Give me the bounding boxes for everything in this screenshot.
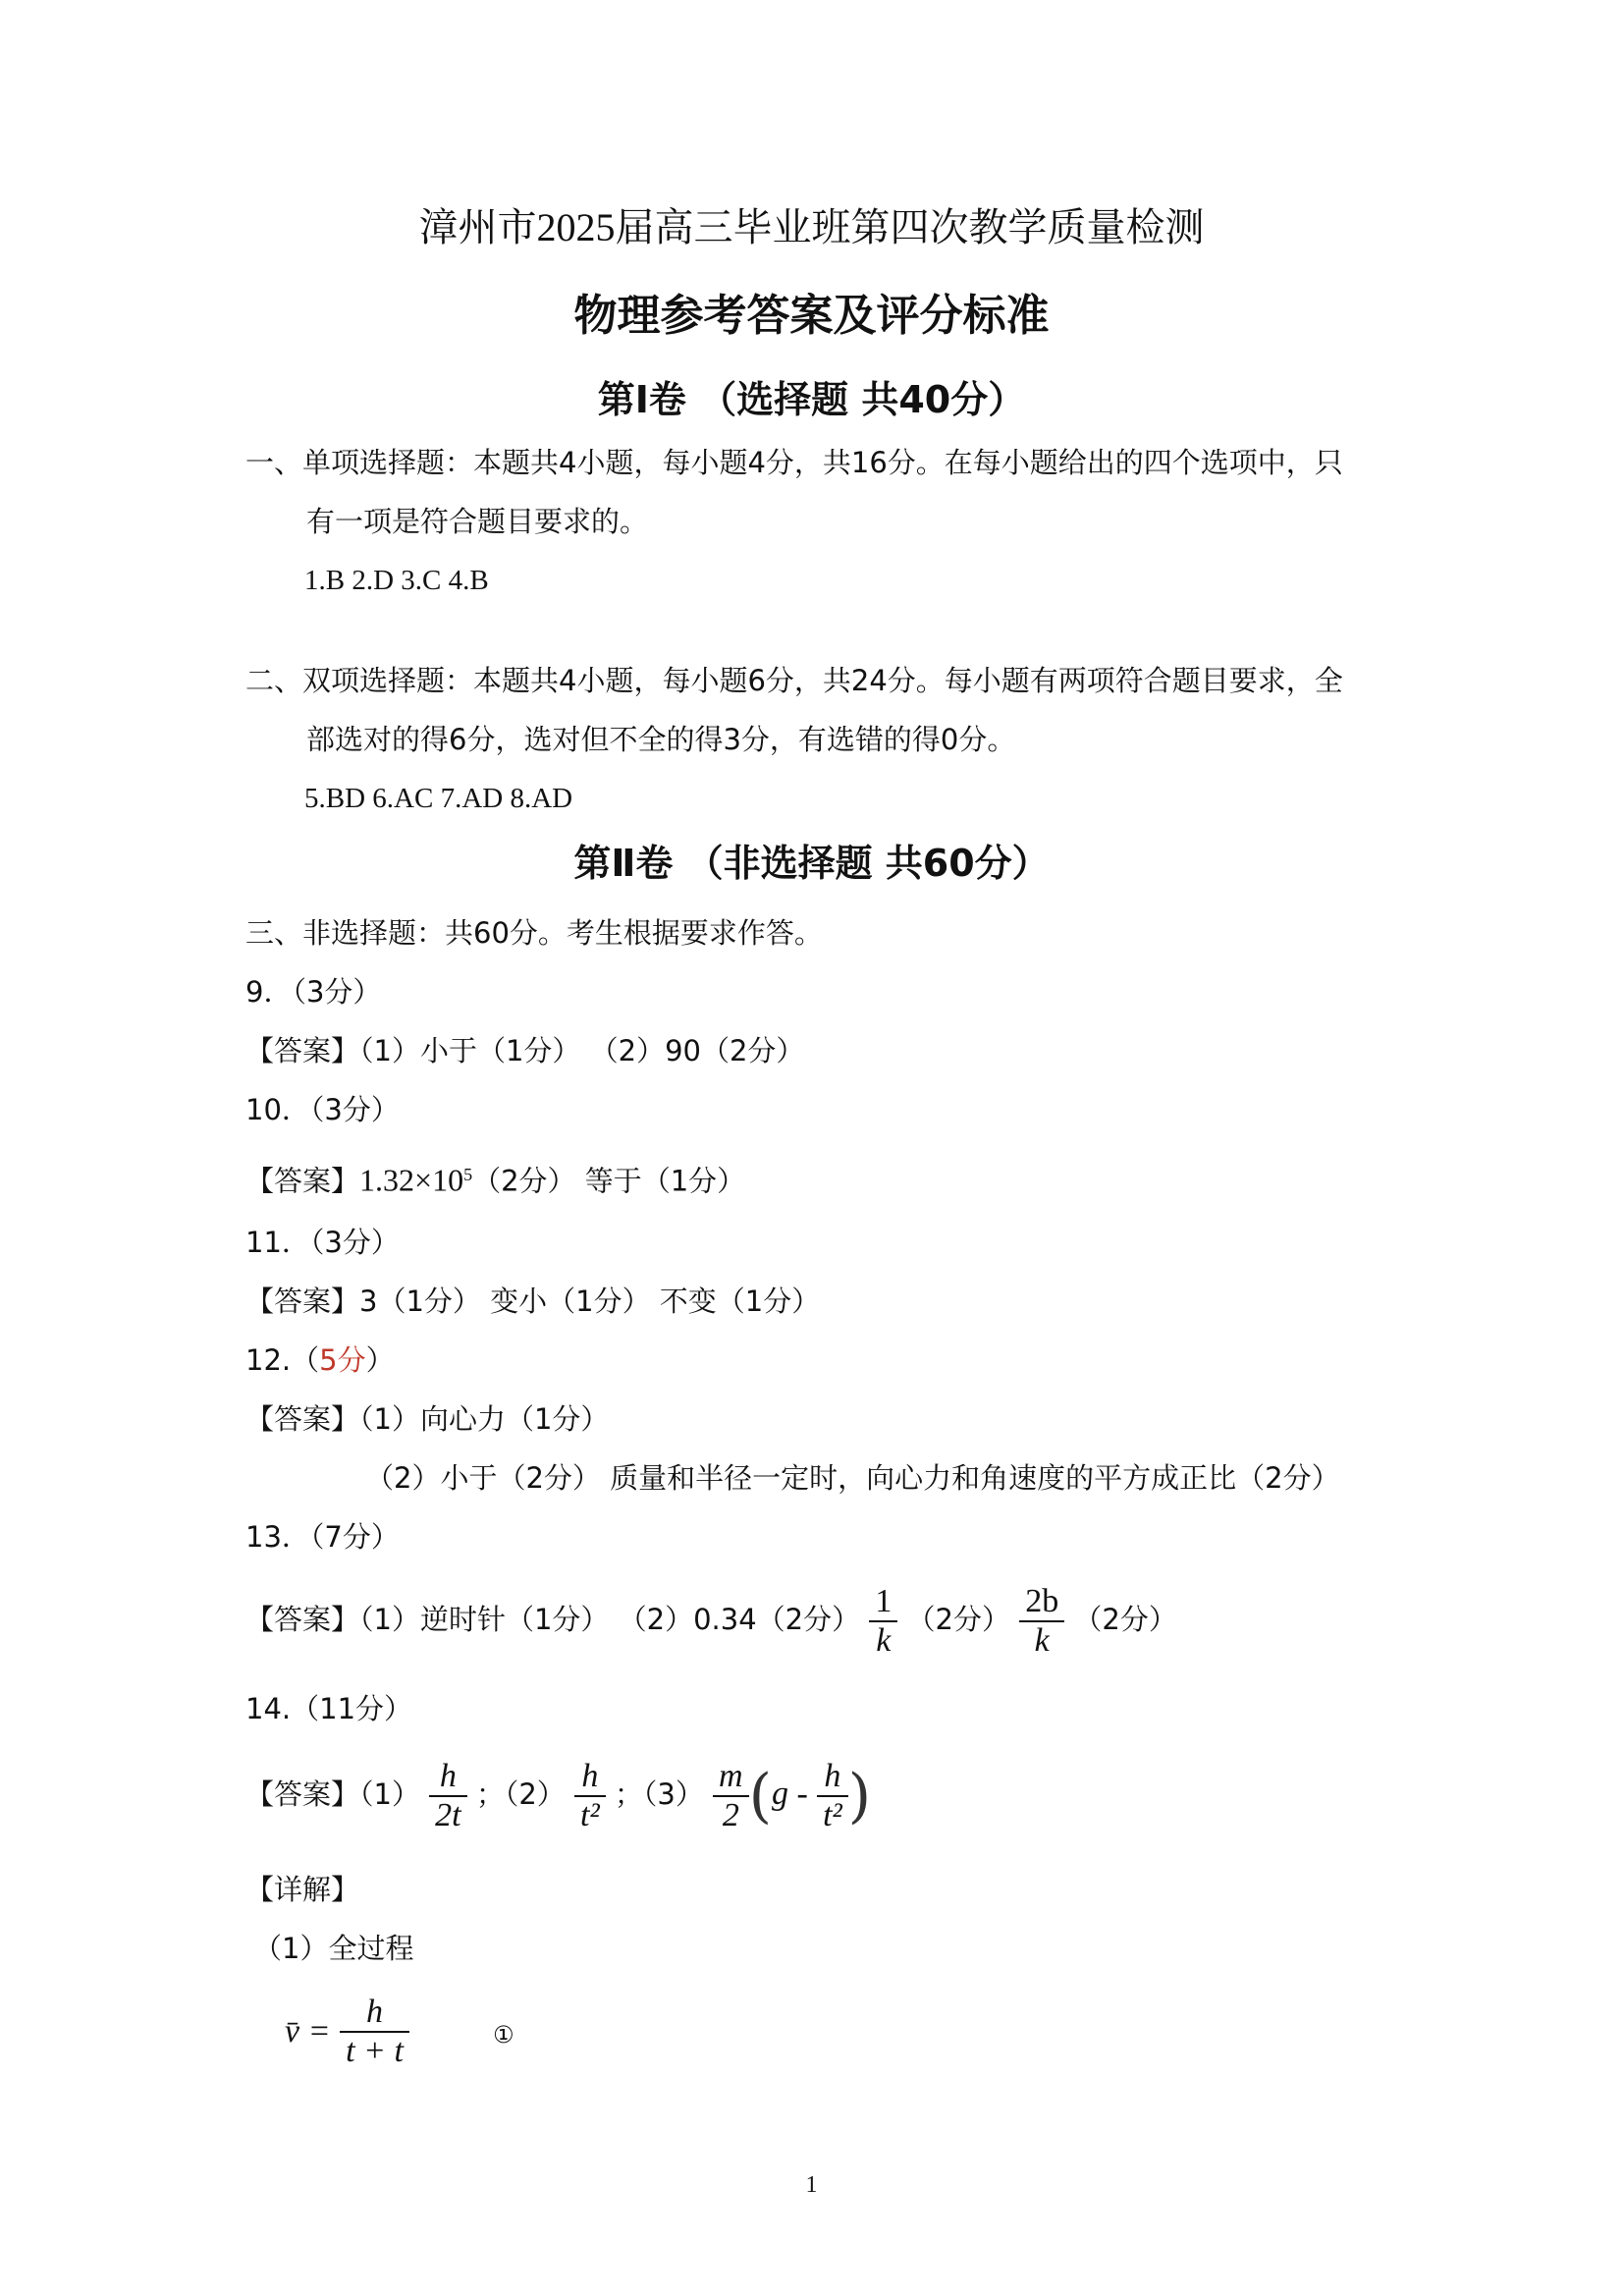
q13-fraction-1 <box>869 1583 897 1660</box>
section2-description-line1: 二、双项选择题：本题共4小题，每小题6分，共24分。每小题有两项符合题目要求，全 <box>245 664 1343 697</box>
q14-fraction-3-denominator: 2 <box>713 1795 749 1834</box>
q14-fraction-4 <box>817 1758 848 1834</box>
q14-fraction-2 <box>574 1758 606 1834</box>
section2-description-line2: 部选对的得6分，选对但不全的得3分，有选错的得0分。 <box>306 723 1016 756</box>
equation-1-marker: ① <box>493 2021 514 2049</box>
q14-right-paren: ) <box>847 1762 872 1831</box>
q14-fraction-3 <box>713 1758 749 1834</box>
equation-1-fraction <box>340 1994 409 2070</box>
q12-answer-line2: （2）小于（2分） 质量和半径一定时，向心力和角速度的平方成正比（2分） <box>365 1461 1340 1495</box>
section2-answers: 5.BD 6.AC 7.AD 8.AD <box>304 783 573 814</box>
q9-answer: 【答案】（1）小于（1分） （2）90（2分） <box>245 1034 805 1067</box>
section1-description-line1: 一、单项选择题：本题共4小题，每小题4分，共16分。在每小题给出的四个选项中，只 <box>245 446 1343 479</box>
part1-heading: 第Ⅰ卷 （选择题 共40分） <box>597 378 1026 421</box>
q12-title-prefix: 12.（ <box>245 1343 320 1377</box>
detail-subheading: （1）全过程 <box>253 1932 414 1965</box>
q14-title: 14.（11分） <box>245 1692 413 1725</box>
q14-fraction-2-numerator: h <box>581 1758 599 1794</box>
document-subtitle: 物理参考答案及评分标准 <box>573 291 1050 341</box>
q12-title <box>245 1340 395 1380</box>
q14-left-paren: ( <box>748 1762 773 1831</box>
q13-fraction-1-numerator: 1 <box>875 1583 893 1619</box>
q14-fraction-4-numerator: h <box>824 1758 841 1794</box>
q14-fraction-3-numerator: m <box>719 1758 743 1794</box>
q10-exponent: 5 <box>463 1165 473 1184</box>
detail-label: 【详解】 <box>245 1873 360 1906</box>
q14-fraction-1 <box>429 1758 466 1834</box>
q10-answer-rest: （2分） 等于（1分） <box>472 1164 746 1198</box>
q10-title: 10．（3分） <box>245 1093 400 1126</box>
q12-title-score: 5分 <box>319 1343 366 1377</box>
q11-answer: 【答案】3（1分） 变小（1分） 不变（1分） <box>245 1285 821 1318</box>
q13-answer-end: （2分） <box>1073 1603 1177 1636</box>
q14-answer <box>245 1758 871 1834</box>
q14-fraction-1-numerator: h <box>439 1758 457 1794</box>
document-title: 漳州市2025届高三毕业班第四次教学质量检测 <box>418 205 1205 249</box>
q14-fraction-1-denominator: 2t <box>429 1795 466 1834</box>
q13-title: 13．（7分） <box>245 1520 400 1554</box>
page-number: 1 <box>805 2172 818 2198</box>
equation-1-lhs: v̄ = <box>285 2013 331 2050</box>
section1-description-line2: 有一项是符合题目要求的。 <box>306 505 649 538</box>
q13-answer-mid: （2分） <box>906 1603 1010 1636</box>
q14-fraction-4-denominator: t² <box>817 1795 848 1834</box>
q11-title: 11．（3分） <box>245 1226 400 1259</box>
q14-fraction-2-denominator: t² <box>574 1795 606 1834</box>
q13-fraction-2-numerator: 2b <box>1025 1583 1059 1619</box>
q9-title: 9．（3分） <box>245 975 382 1009</box>
q14-g-term: g - <box>772 1776 808 1812</box>
section3-intro: 三、非选择题：共60分。考生根据要求作答。 <box>245 916 823 950</box>
q14-separator-1: ；（2） <box>475 1777 566 1811</box>
part2-heading: 第Ⅱ卷 （非选择题 共60分） <box>573 842 1050 885</box>
q13-fraction-2-denominator: k <box>1019 1620 1064 1660</box>
q10-answer-prefix: 【答案】 <box>245 1164 360 1198</box>
q14-answer-prefix: 【答案】（1） <box>245 1777 420 1811</box>
q13-answer <box>245 1583 1177 1660</box>
equation-1-denominator: t + t <box>340 2031 409 2070</box>
q13-fraction-1-denominator: k <box>869 1620 897 1660</box>
q12-title-suffix: ） <box>365 1343 395 1377</box>
equation-1-numerator: h <box>366 1994 384 2030</box>
q12-answer-line1: 【答案】（1）向心力（1分） <box>245 1402 610 1436</box>
q10-value: 1.32×10 <box>359 1162 464 1198</box>
equation-1 <box>285 1994 409 2070</box>
q13-answer-prefix: 【答案】（1）逆时针（1分） （2）0.34（2分） <box>245 1603 861 1636</box>
q13-fraction-2 <box>1019 1583 1064 1660</box>
q14-separator-2: ；（3） <box>614 1777 704 1811</box>
section1-answers: 1.B 2.D 3.C 4.B <box>304 565 489 596</box>
q10-answer <box>245 1155 745 1201</box>
